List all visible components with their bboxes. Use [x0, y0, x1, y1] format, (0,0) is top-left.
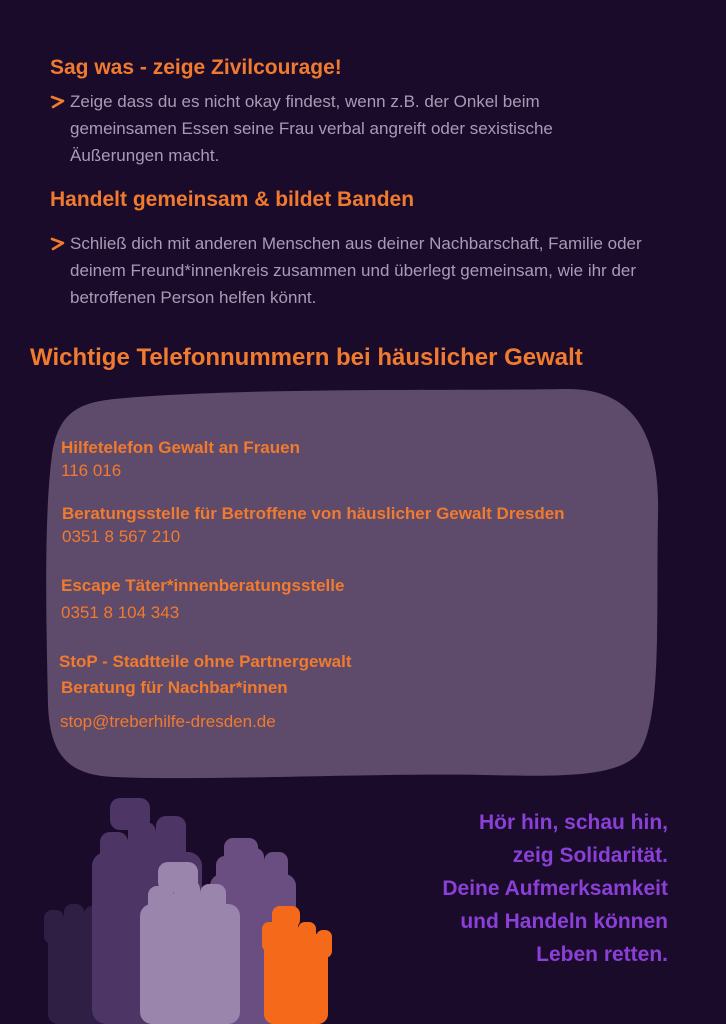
slogan-line: und Handeln können: [460, 910, 668, 933]
contact-phone[interactable]: 0351 8 567 210: [62, 527, 181, 546]
slogan-line: zeig Solidarität.: [512, 844, 668, 867]
heading-zivilcourage: Sag was - zeige Zivilcourage!: [50, 56, 342, 79]
contact-label: Escape Täter*innenberatungsstelle: [61, 576, 345, 595]
contact-phone[interactable]: 0351 8 104 343: [61, 603, 180, 622]
slogan-line: Deine Aufmerksamkeit: [442, 877, 668, 900]
contact-escape: [61, 576, 344, 623]
contact-hilfetelefon: [61, 438, 300, 481]
contact-beratungsstelle: [62, 504, 565, 547]
contact-label-2: Beratung für Nachbar*innen: [61, 678, 288, 697]
bullet-zivilcourage: [50, 88, 650, 169]
phones-heading: Wichtige Telefonnummern bei häuslicher Gewalt: [30, 344, 583, 371]
contact-label: Beratungsstelle für Betroffene von häuslicher Gewalt Dresden: [62, 504, 565, 523]
raised-fists-icon: [40, 792, 340, 1024]
arrow-bullet-icon: [50, 235, 66, 251]
bullet-banden: [50, 230, 650, 311]
slogan-line: Leben retten.: [536, 943, 668, 966]
contact-label: StoP - Stadtteile ohne Partnergewalt: [59, 652, 352, 671]
arrow-bullet-icon: [50, 93, 66, 109]
slogan-line: Hör hin, schau hin,: [478, 811, 668, 834]
contact-email[interactable]: stop@treberhilfe-dresden.de: [60, 712, 276, 731]
slogan: [348, 806, 668, 971]
heading-banden: Handelt gemeinsam & bildet Banden: [50, 188, 415, 211]
contact-label: Hilfetelefon Gewalt an Frauen: [61, 438, 300, 457]
bullet-text: Zeige dass du es nicht okay findest, wenn z.B. der Onkel beim gemeinsamen Essen seine Frau verbal angreift oder sexistische Äußerungen macht.: [70, 92, 553, 165]
bullet-text: Schließ dich mit anderen Menschen aus deiner Nachbarschaft, Familie oder deinem Freund*innenkreis zusammen und überlegt gemeinsam, wie ihr der betroffenen Person helfen könnt.: [70, 234, 642, 307]
contact-stop: [59, 652, 352, 732]
contact-phone[interactable]: 116 016: [61, 461, 122, 480]
